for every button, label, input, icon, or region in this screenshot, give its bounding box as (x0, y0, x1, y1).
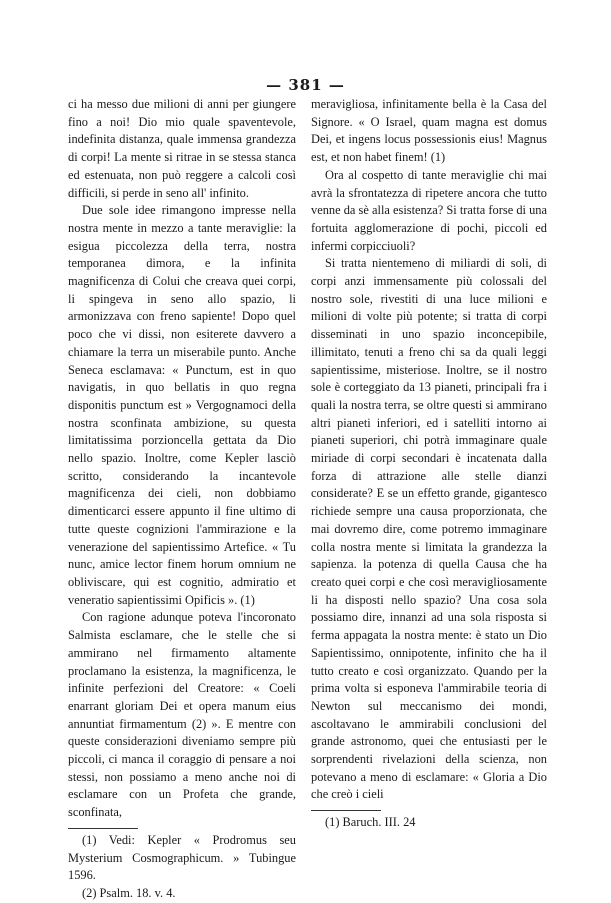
paragraph: Ora al cospetto di tante meraviglie chi mai avrà la sfrontatezza di ripetere ancora che tutto venne da sè alla esistenza? Si tratta forse di una fortuita agglomerazione di pochi, piccoli ed infermi corpicciuoli? (311, 167, 547, 253)
right-column (311, 96, 547, 832)
footnote: (1) Vedi: Kepler « Prodromus seu Mysterium Cosmographicum. » Tubingue 1596. (68, 832, 296, 883)
paragraph: ci ha messo due milioni di anni per giungere fino a noi! Dio mio quale spaventevole, indefinita distanza, quale immensa grandezza di corpi! La mente si ritrae in se stessa stanca ed estenuata, non può reggere a calcoli così difficili, si perde in seno all' infinito. (68, 97, 296, 200)
footnotes (68, 828, 296, 903)
paragraph: Due sole idee rimangono impresse nella nostra mente in mezzo a tante meraviglie: la esigua piccolezza della terra, nostra temporanea dimora, e la infinita magnificenza di Colui che creava quei corpi, li spingeva in seno allo spazio, li armonizzava con freno sapiente! Dopo quel poco che vi dissi, non esiterete davvero a chiamare la terra un miserabile punto. Anche Seneca esclamava: « Punctum, est in quo navigatis, in quo bellatis in quo regna disponitis punctum est » Vergognamoci della nostra sconfinata ambizione, su questa limitatissima porzioncella gettata da Dio nello spazio. Inoltre, come Kepler lasciò scritto, considerando la incantevole magnificenza dei cieli, non dobbiamo dimenticarci essere appunto il fine ultimo di tutte queste cognizioni l'ammirazione e la venerazione del sapientissimo Artefice. « Tu nunc, amice lector finem horum omnium ne obliviscare, qui est cognitio, admiratio et veneratio sapientissimi Opificis ». (1) (68, 203, 296, 607)
left-column (68, 96, 296, 903)
footnote-divider (68, 828, 138, 829)
footnotes (311, 810, 547, 832)
paragraph: Si tratta nientemeno di miliardi di soli, di corpi anzi immensamente più colossali del nostro sole, rivestiti di una luce milioni e milioni di volte più potente; si tratta di corpi disseminati in uno spazio inconcepibile, illimitato, tenuti a freno chi sa da quali leggi sapientissime, misteriose. Inoltre, se il nostro sole è corteggiato da 13 pianeti, principali fra i quali la nostra terra, se oltre questi si ammirano altri pianeti inferiori, ed i satelliti intorno ai pianeti superiori, chi potrà immaginare quale miriade di corpi secondari è incatenata dalla forza di attrazione alle stelle dianzi considerate? E se un effetto grande, gigantesco richiede sempre una causa proporzionata, che mai dovremo dire, come potremo immaginare colla nostra mente si limitata la grandezza la sapienza. la potenza di quella Causa che ha creato quei corpi e che così meravigliosamente li ha disposti nello spazio? Una cosa sola possiamo dire, innanzi ad una sola risposta si ferma appagata la nostra mente: è stato un Dio Sapientissimo, onnipotente, infinito che ha il tutto creato e così organizzato. Quando per la prima volta si esponeva l'ammirabile teoria di Newton sul meccanismo dei mondi, ascoltavano le ammirabili conclusioni del grande astronomo, quei che entusiasti per le sorprendenti rivelazioni della scienza, non potevano a meno di esclamare: « Gloria a Dio che creò i cieli (311, 256, 547, 802)
page-number: — 381 — (266, 76, 345, 94)
footnote: (2) Psalm. 18. v. 4. (82, 885, 176, 900)
footnote-divider (311, 810, 381, 811)
paragraph: Con ragione adunque poteva l'incoronato Salmista esclamare, che le stelle che si ammirano nel firmamento altamente proclamano la esistenza, la magnificenza, le infinite perfezioni del Creatore: « Coeli enarrant gloriam Dei et opera manum eius annuntiat firmamentum (2) ». E mentre con queste considerazioni diveniamo sempre più piccoli, ci manca il coraggio di pensare a noi stessi, non possiamo a meno anche noi di esclamare con un Profeta che grande, sconfinata, (68, 610, 296, 820)
footnote: (1) Baruch. III. 24 (325, 815, 416, 830)
paragraph: meravigliosa, infinitamente bella è la Casa del Signore. « O Israel, quam magna est domus Dei, et ingens locus possessionis eius! Magnus est, et non habet finem! (1) (311, 97, 547, 165)
